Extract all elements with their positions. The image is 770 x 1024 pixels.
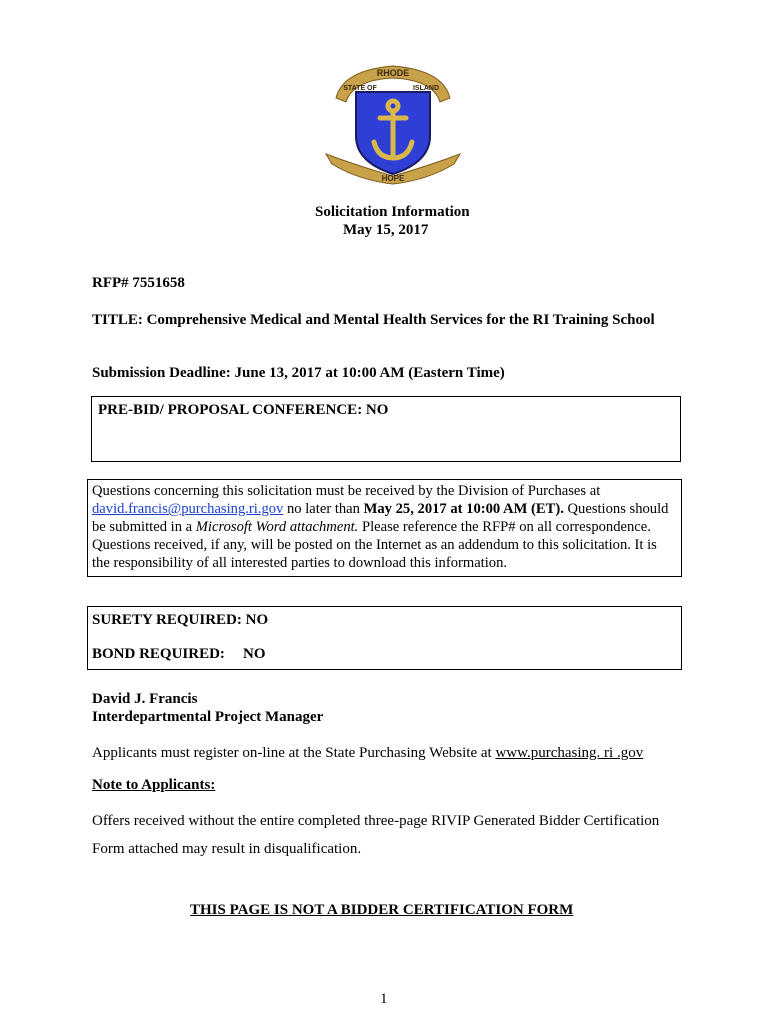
contact-role: Interdepartmental Project Manager — [92, 709, 324, 725]
register-line: Applicants must register on-line at the State Purchasing Website at www.purchasing. ri .gov — [92, 745, 644, 761]
note-heading: Note to Applicants: — [92, 777, 216, 793]
conference-box — [91, 396, 681, 462]
submission-deadline: Submission Deadline: June 13, 2017 at 10:00 AM (Eastern Time) — [92, 365, 505, 381]
state-seal-logo — [318, 58, 468, 188]
contact-name: David J. Francis — [92, 691, 198, 707]
purchasing-website-link[interactable]: www.purchasing. ri .gov — [495, 745, 644, 761]
page-number: 1 — [380, 991, 388, 1007]
svg-text:RHODE: RHODE — [376, 68, 410, 78]
solicitation-title: Solicitation Information — [315, 204, 470, 220]
svg-text:HOPE: HOPE — [381, 174, 405, 183]
svg-text:ISLAND: ISLAND — [412, 85, 440, 92]
note-line-2: Form attached may result in disqualification. — [92, 841, 362, 857]
svg-text:STATE OF: STATE OF — [343, 85, 377, 92]
solicitation-date: May 15, 2017 — [343, 222, 429, 238]
questions-paragraph: Questions concerning this solicitation must be received by the Division of Purchases at david.francis@purchasing.ri.gov no later than May 25, 2017 at 10:00 AM (ET). Questions should be submitted in a Microsoft Word attachment. Please reference the RFP# on all correspondence. Questions received, if any, will be posted on the Internet as an addendum to this solicitation. It is the responsibility of all interested parties to download this information. — [92, 483, 669, 571]
questions-deadline: May 25, 2017 at 10:00 AM (ET). — [363, 501, 564, 517]
questions-box — [87, 479, 682, 577]
surety-box — [87, 606, 682, 670]
rfp-number: RFP# 7551658 — [92, 275, 185, 291]
rfp-title: TITLE: Comprehensive Medical and Mental Health Services for the RI Training School — [92, 312, 655, 328]
conference-label: PRE-BID/ PROPOSAL CONFERENCE: NO — [98, 402, 389, 418]
surety-required: SURETY REQUIRED: NO — [92, 612, 269, 628]
email-link[interactable]: david.francis@purchasing.ri.gov — [92, 501, 284, 517]
bond-required-value: NO — [243, 646, 266, 662]
word-attachment-text: Microsoft Word attachment. — [195, 519, 359, 535]
footer-notice: THIS PAGE IS NOT A BIDDER CERTIFICATION FORM — [190, 902, 574, 918]
bond-required-label: BOND REQUIRED: — [92, 646, 225, 662]
note-line-1: Offers received without the entire completed three-page RIVIP Generated Bidder Certification — [92, 813, 660, 829]
